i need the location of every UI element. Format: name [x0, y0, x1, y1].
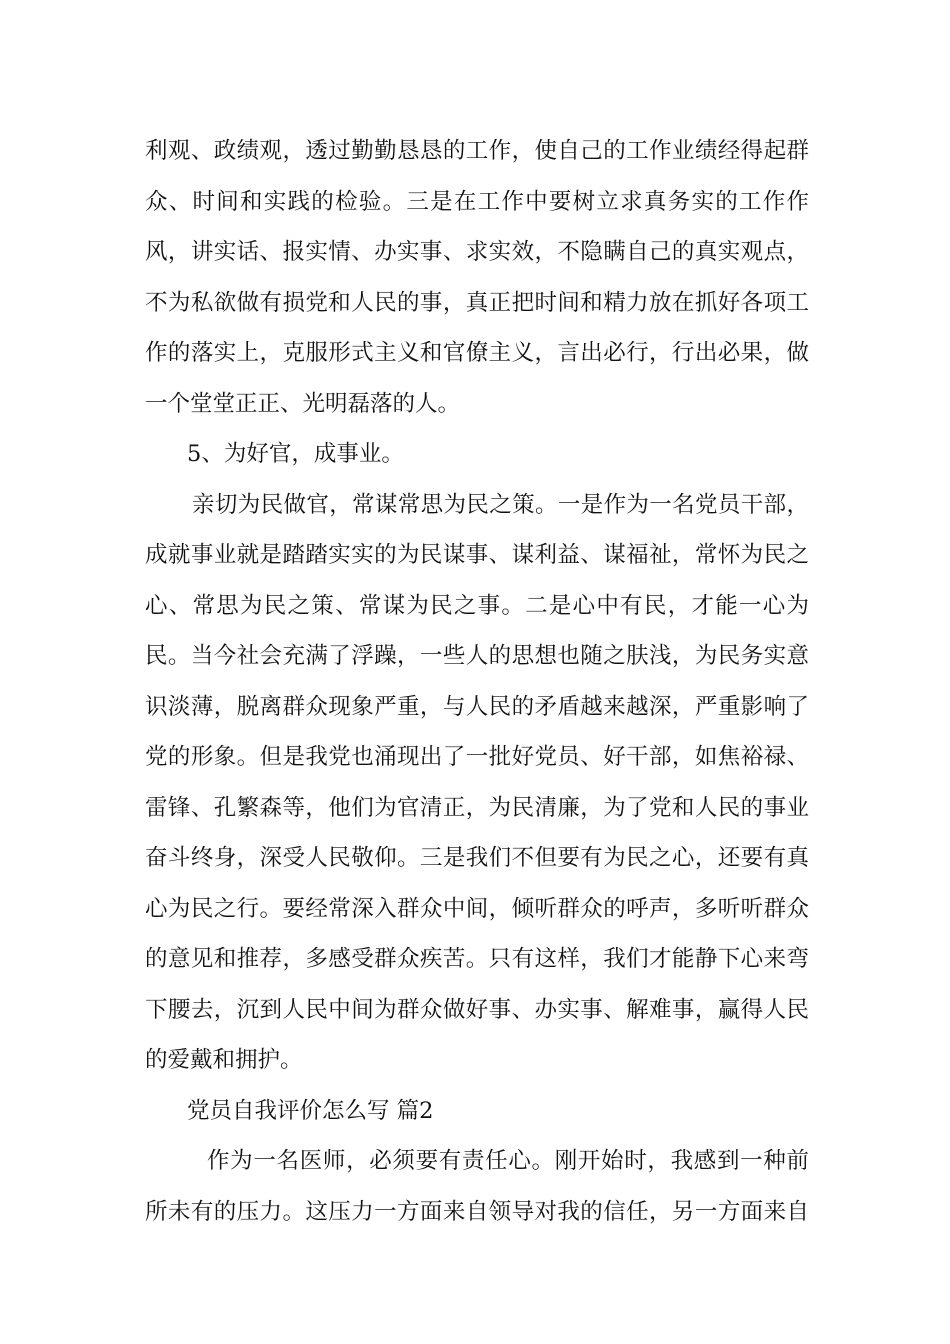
body-line: 民。当今社会充满了浮躁，一些人的思想也随之肤浅，为民务实意 — [145, 643, 809, 669]
body-line: 风，讲实话、报实情、办实事、求实效，不隐瞒自己的真实观点， — [145, 239, 809, 265]
body-line: 成就事业就是踏踏实实的为民谋事、谋利益、谋福祉，常怀为民之 — [145, 542, 809, 568]
article-heading: 党员自我评价怎么写 篇2 — [187, 1097, 434, 1124]
body-line: 众、时间和实践的检验。三是在工作中要树立求真务实的工作作 — [145, 188, 809, 215]
body-line: 心为民之行。要经常深入群众中间，倾听群众的呼声，多听听群众 — [145, 895, 809, 922]
body-line: 作为一名医师，必须要有责任心。刚开始时，我感到一种前 — [207, 1148, 809, 1174]
body-line: 党的形象。但是我党也涌现出了一批好党员、好干部，如焦裕禄、 — [145, 744, 809, 770]
body-line: 识淡薄，脱离群众现象严重，与人民的矛盾越来越深，严重影响了 — [145, 693, 809, 720]
body-line: 亲切为民做官，常谋常思为民之策。一是作为一名党员干部， — [192, 491, 809, 518]
body-line: 不为私欲做有损党和人民的事，真正把时间和精力放在抓好各项工 — [145, 289, 809, 316]
body-line: 作的落实上，克服形式主义和官僚主义，言出必行，行出必果，做 — [145, 340, 809, 366]
body-line: 雷锋、孔繁森等，他们为官清正，为民清廉，为了党和人民的事业 — [145, 794, 809, 821]
section-heading: 5、为好官，成事业。 — [187, 441, 404, 467]
document-body — [145, 126, 809, 1237]
body-line: 的意见和推荐，多感受群众疾苦。只有这样，我们才能静下心来弯 — [145, 946, 809, 972]
body-line: 的爱戴和拥护。 — [145, 1047, 303, 1073]
body-line: 下腰去，沉到人民中间为群众做好事、办实事、解难事，赢得人民 — [145, 996, 809, 1023]
body-line: 利观、政绩观，透过勤勤恳恳的工作，使自己的工作业绩经得起群 — [145, 138, 809, 164]
body-line: 奋斗终身，深受人民敬仰。三是我们不但要有为民之心，还要有真 — [145, 845, 809, 871]
body-line: 一个堂堂正正、光明磊落的人。 — [145, 390, 461, 417]
body-line: 心、常思为民之策、常谋为民之事。二是心中有民，才能一心为 — [145, 592, 809, 619]
body-line: 所未有的压力。这压力一方面来自领导对我的信任，另一方面来自 — [145, 1198, 809, 1225]
